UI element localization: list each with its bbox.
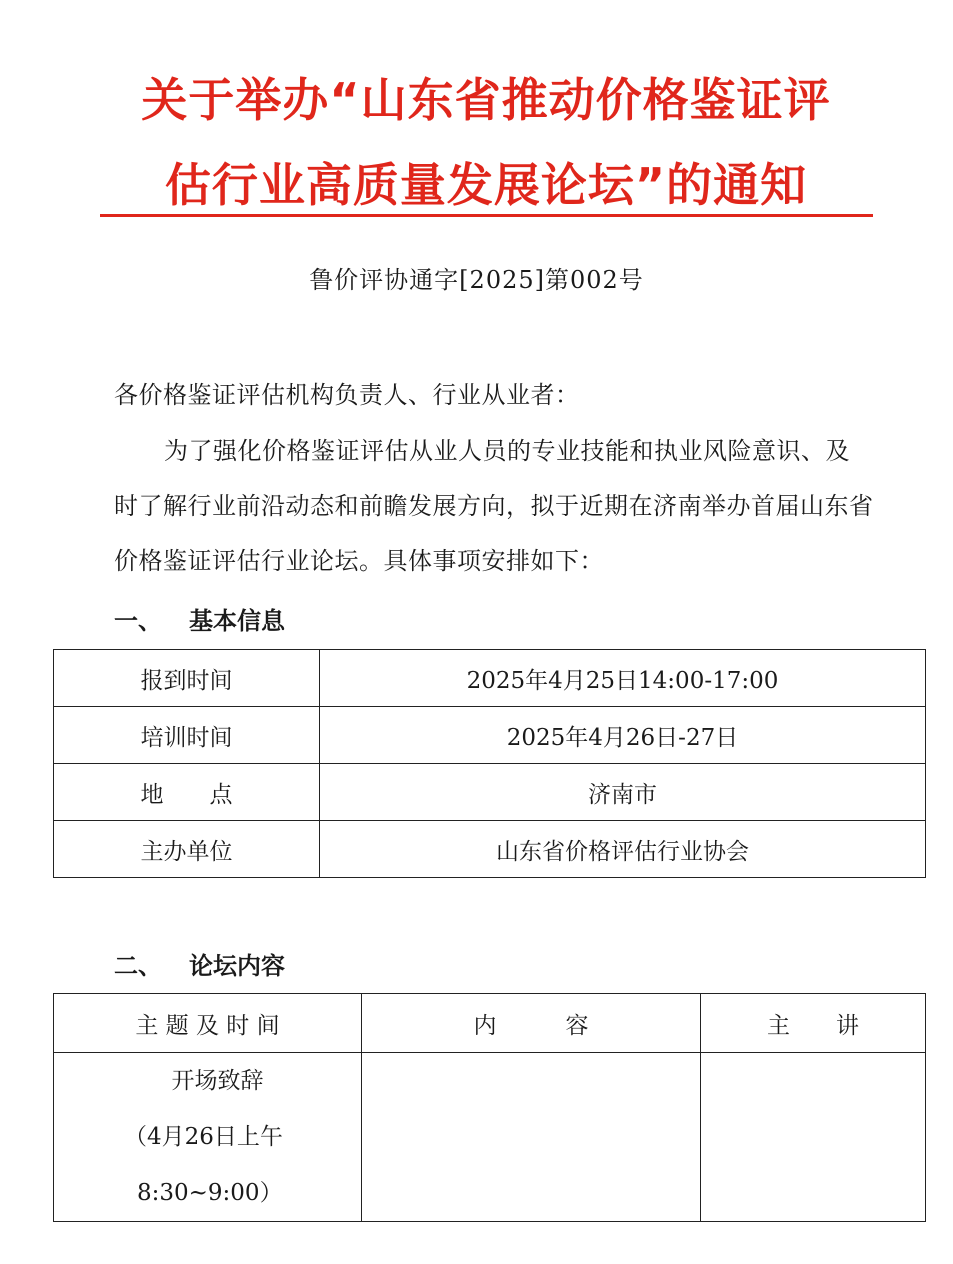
table-row xyxy=(54,764,926,821)
notice-title xyxy=(96,58,876,228)
row-label: 主办单位 xyxy=(54,821,320,878)
table-row xyxy=(54,1053,926,1222)
session-time-line-2: 8:30~9:00） xyxy=(137,1180,283,1206)
title-line-1: 关于举办“山东省推动价格鉴证评 xyxy=(141,73,831,127)
row-label: 培训时间 xyxy=(54,707,320,764)
body-paragraph: 为了强化价格鉴证评估从业人员的专业技能和执业风险意识、及时了解行业前沿动态和前瞻发展方向，拟于近期在济南举办首届山东省价格鉴证评估行业论坛。具体事项安排如下： xyxy=(114,437,874,575)
header-topic-time: 主 题 及 时 间 xyxy=(54,994,362,1053)
section-title: 论坛内容 xyxy=(189,952,285,980)
section-number: 二、 xyxy=(114,952,162,980)
header-content: 内 容 xyxy=(362,994,701,1053)
session-content-cell xyxy=(362,1053,701,1222)
forum-content-table xyxy=(53,993,926,1222)
session-speaker-cell xyxy=(701,1053,926,1222)
row-value: 2025年4月26日-27日 xyxy=(320,707,926,764)
section-heading-forum-content xyxy=(114,948,285,984)
section-number: 一、 xyxy=(114,607,162,635)
title-line-2: 估行业高质量发展论坛”的通知 xyxy=(164,158,808,212)
table-row xyxy=(54,821,926,878)
section-title: 基本信息 xyxy=(189,607,285,635)
session-topic: 开场致辞 xyxy=(171,1068,264,1094)
row-value: 山东省价格评估行业协会 xyxy=(320,821,926,878)
salutation: 各价格鉴证评估机构负责人、行业从业者： xyxy=(114,381,580,409)
table-row xyxy=(54,707,926,764)
session-topic-cell xyxy=(54,1053,362,1222)
header-speaker: 主 讲 xyxy=(701,994,926,1053)
document-number: 鲁价评协通字[2025]第002号 xyxy=(309,266,644,294)
session-time-line-1: （4月26日上午 xyxy=(124,1124,283,1150)
red-divider xyxy=(100,214,873,217)
row-label: 地 点 xyxy=(54,764,320,821)
row-label: 报到时间 xyxy=(54,650,320,707)
section-heading-basic-info xyxy=(114,603,285,639)
row-value: 济南市 xyxy=(320,764,926,821)
basic-info-table xyxy=(53,649,926,878)
table-header-row xyxy=(54,994,926,1053)
table-row xyxy=(54,650,926,707)
row-value: 2025年4月25日14:00-17:00 xyxy=(320,650,926,707)
